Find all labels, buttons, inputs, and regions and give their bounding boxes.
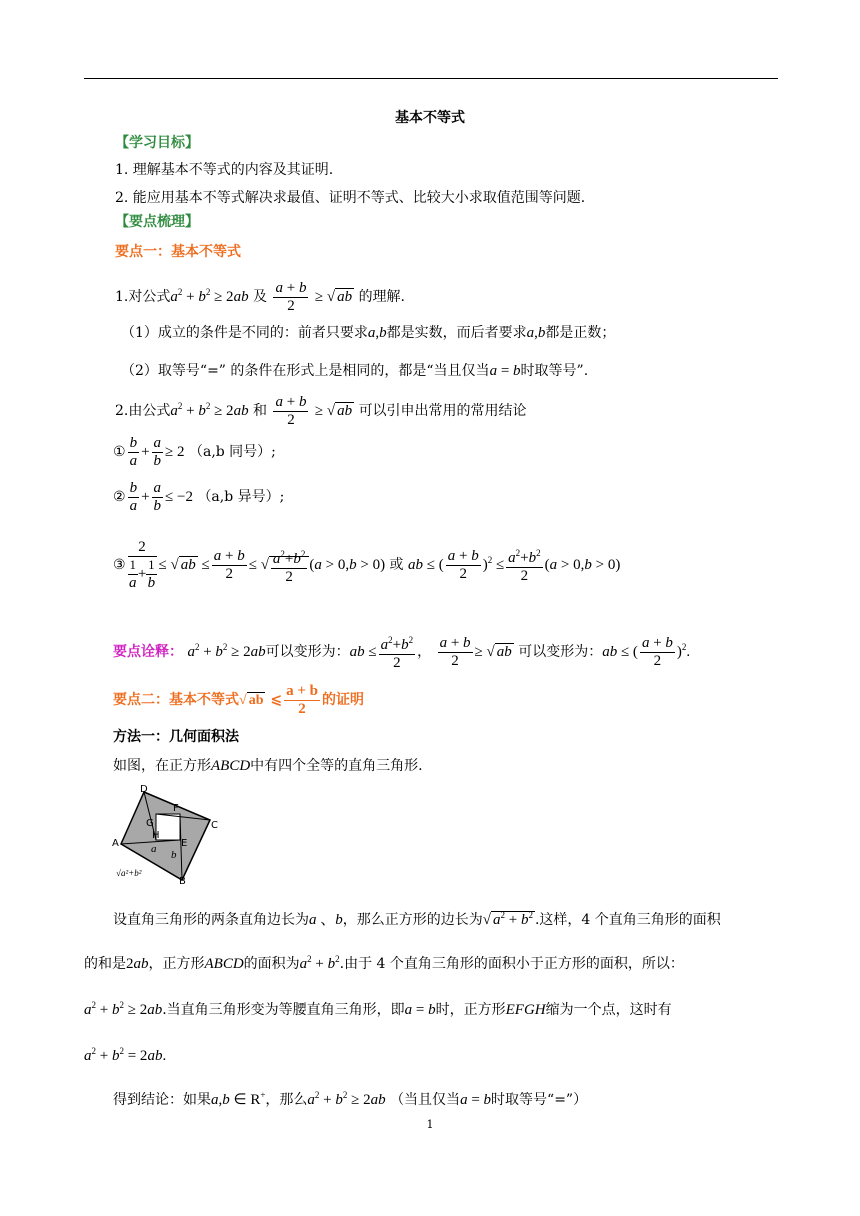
label-a: A: [112, 838, 119, 849]
square-efgh: [156, 814, 180, 840]
para-line-2: 的和是2ab，正方形ABCD的面积为$a^2 + b^2$.由于 4 个直角三角形的面积小于正方形的面积，所以：: [84, 954, 684, 972]
fraction: $\frac{a + b}{2}$: [213, 547, 245, 582]
text: 时取等号”.: [520, 363, 589, 379]
text: 设直角三角形的两条直角边长为: [113, 912, 309, 928]
fraction: $\frac{a}{b}$: [153, 434, 162, 469]
fraction: $\frac{a^2+b^2}{2}$: [379, 632, 415, 672]
label-g: G: [146, 818, 154, 829]
text: 要点诠释：: [113, 644, 183, 660]
explain-2: （2）取等号“=” 的条件在形式上是相同的，都是“当且仅当a = b时取等号”.: [121, 363, 589, 379]
text: 都是正数；: [545, 325, 616, 341]
formula-line-2: 2.由公式$a^2 + b^2 \ge 2ab$ 和 $\frac{a + b}{2}$ ≥ √ ab 可以引申出常用的常用结论: [115, 393, 527, 428]
para-line-4: $a^2 + b^2 = 2ab$.: [84, 1046, 167, 1064]
text: （a,b 异号）;: [197, 489, 285, 505]
fraction: 2 $\frac{1}{a}$ + $\frac{1}{b}$: [128, 538, 156, 591]
para-line-1: 设直角三角形的两条直角边长为a 、b，那么正方形的边长为√ $a^2 + b^2$ .这样，4 个直角三角形的面积: [113, 910, 721, 928]
text: ，那么: [265, 1092, 308, 1108]
label-h: H: [152, 830, 160, 841]
text: （1）成立的条件是不同的：前者只要求: [121, 325, 368, 341]
text: 和: [253, 403, 268, 419]
method-one-heading: 方法一：几何面积法: [113, 729, 239, 745]
fraction: $\frac{a + b}{2}$: [275, 279, 307, 314]
text: 或: [389, 557, 404, 573]
text: 中有四个全等的直角三角形.: [250, 758, 423, 774]
label-side-a: a: [151, 843, 157, 855]
conclusion-2: ② $\frac{b}{a}$ + $\frac{a}{b}$ ≤ −2 （a,b 异号）;: [113, 479, 285, 514]
fraction: $\frac{a^2+b^2}{2}$: [506, 545, 542, 585]
text: 1.对公式: [115, 289, 171, 305]
text: 时，正方形: [435, 1002, 506, 1018]
fraction: $\frac{a}{b}$: [153, 479, 162, 514]
text: 可以变形为：: [518, 644, 603, 660]
text: 缩为一个点，这时有: [545, 1002, 672, 1018]
fraction: $\frac{a + b}{2}$: [275, 393, 307, 428]
text: 时取等号“=”）: [491, 1092, 588, 1108]
text: （当且仅当: [390, 1092, 461, 1108]
point-one-heading: 要点一：基本不等式: [115, 244, 241, 260]
text: ①: [113, 444, 126, 460]
label-f: F: [173, 803, 179, 814]
page-title: 基本不等式: [395, 110, 465, 126]
text: 的面积为: [243, 956, 300, 972]
text: 可以引申出常用的常用结论: [358, 403, 527, 419]
text: 的证明: [321, 692, 364, 708]
text: 得到结论：如果: [113, 1092, 211, 1108]
text: （a,b 同号）;: [188, 444, 276, 460]
text: 的和是: [84, 956, 126, 972]
section-goals: 【学习目标】: [115, 135, 199, 151]
goal-1: 1. 理解基本不等式的内容及其证明.: [115, 162, 334, 178]
fraction: $\frac{a + b}{2}$: [447, 547, 479, 582]
text: 的理解.: [358, 289, 406, 305]
text: ，正方形: [148, 956, 205, 972]
formula-line-1: 1.对公式$a^2 + b^2 \ge 2ab$ 及 $\frac{a + b}{2}$ ≥ √ ab 的理解.: [115, 279, 406, 314]
text: （2）取等号“=” 的条件在形式上是相同的，都是“当且仅当: [121, 363, 490, 379]
label-c: C: [211, 820, 218, 831]
section-points: 【要点梳理】: [115, 214, 199, 230]
conclusion-line: 得到结论：如果a,b ∈ R+，那么$a^2 + b^2 \ge 2ab$ （当且仅当a = b时取等号“=”）: [113, 1090, 588, 1108]
text: ，那么正方形的边长为: [342, 912, 483, 928]
fraction: $\frac{a + b}{2}$: [439, 634, 471, 669]
text: .这样，4 个直角三角形的面积: [534, 912, 721, 928]
text: ②: [113, 489, 126, 505]
square-figure: [110, 780, 222, 886]
text: 都是实数，而后者要求: [386, 325, 527, 341]
point-two-heading: 要点二：基本不等式√ ab ⩽ $\frac{a + b}{2}$ 的证明: [113, 682, 364, 717]
label-b: B: [179, 876, 186, 886]
text: 2.由公式: [115, 403, 171, 419]
label-side-b: b: [171, 849, 177, 861]
text: 及: [253, 289, 268, 305]
fraction: $\frac{b}{a}$: [129, 479, 138, 514]
key-note: 要点诠释： $a^2 + b^2 \ge 2ab$可以变形为：ab ≤ $\frac{a^2+b^2}{2}$ ， $\frac{a + b}{2}$ ≥ √ ab 可以变形为：ab ≤ ( $\frac{a + b}{2}$ )$^2$.: [113, 625, 690, 674]
text: .由于 4 个直角三角形的面积小于正方形的面积，所以：: [339, 956, 684, 972]
label-e: E: [181, 838, 188, 849]
para-line-3: $a^2 + b^2 \ge 2ab$.当直角三角形变为等腰直角三角形，即a = b时，正方形EFGH缩为一个点，这时有: [84, 1000, 672, 1018]
goal-2: 2. 能应用基本不等式解决求最值、证明不等式、比较大小求取值范围等问题.: [115, 190, 586, 206]
page-number: 1: [426, 1118, 434, 1131]
figure-intro: 如图，在正方形ABCD中有四个全等的直角三角形.: [113, 758, 423, 774]
text: ③: [113, 557, 126, 573]
text: 可以变形为：: [265, 644, 350, 660]
text: 要点二：基本不等式: [113, 692, 239, 708]
fraction: $\frac{a + b}{2}$: [286, 682, 318, 717]
header-rule: [84, 78, 778, 79]
text: 如图，在正方形: [113, 758, 211, 774]
label-d: D: [140, 784, 148, 795]
text: .当直角三角形变为等腰直角三角形，即: [162, 1002, 405, 1018]
conclusion-3: ③ 2 $\frac{1}{a}$ + $\frac{1}{b}$ ≤ √ ab ≤ $\frac{a + b}{2}$ ≤ √ $\frac{a^2+b^2}{2}$ (a > 0,b > 0) 或 ab ≤ ( $\frac{a + b}{2}$ )$^2$ ≤ $\frac{a^2+b^2}{2}$ (a > 0,b > 0): [113, 538, 621, 591]
side-length-label: √a²+b²: [116, 868, 142, 878]
fraction: $\frac{a + b}{2}$: [641, 634, 673, 669]
fraction: $\frac{b}{a}$: [129, 434, 138, 469]
conclusion-1: ① $\frac{b}{a}$ + $\frac{a}{b}$ ≥ 2 （a,b 同号）;: [113, 434, 276, 469]
explain-1: （1）成立的条件是不同的：前者只要求a,b都是实数，而后者要求a,b都是正数；: [121, 325, 616, 341]
